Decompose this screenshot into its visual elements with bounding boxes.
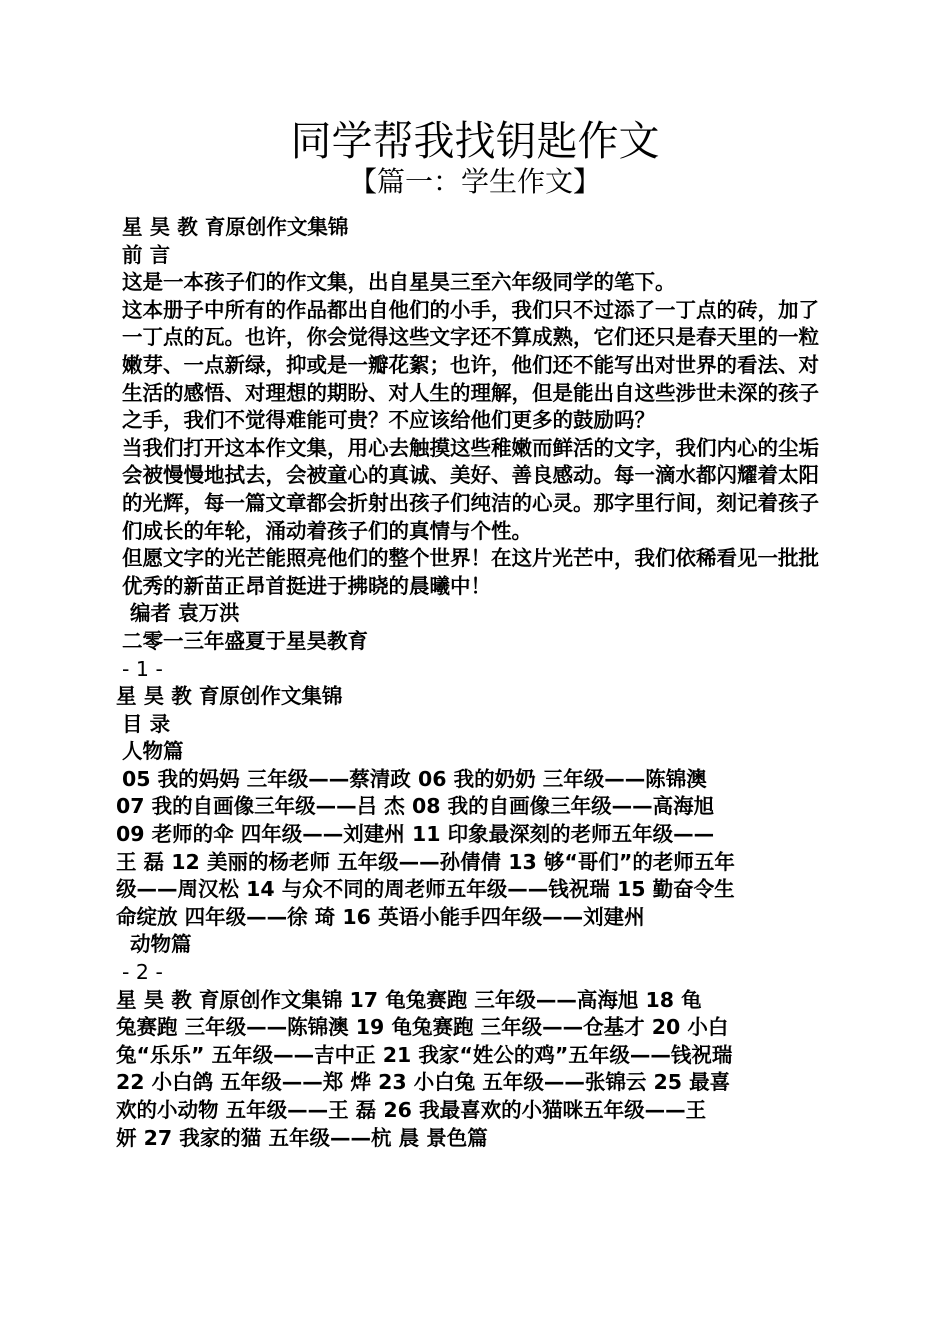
preface-paragraph-4: 但愿文字的光芒能照亮他们的整个世界！在这片光芒中，我们依稀看见一批批优秀的新苗正昂首挺进于拂晓的晨曦中！ <box>122 546 819 598</box>
document-body <box>116 214 836 1152</box>
preface-heading: 前 言 <box>122 242 171 267</box>
toc-heading: 目 录 <box>122 711 171 736</box>
collection-header: 星 昊 教 育原创作文集锦 <box>122 215 349 239</box>
toc-line: 09 老师的伞 四年级——刘建州 11 印象最深刻的老师五年级—— <box>116 822 715 847</box>
collection-header-2: 星 昊 教 育原创作文集锦 <box>116 684 343 709</box>
toc-section-animals: 动物篇 <box>130 932 192 957</box>
toc-line: 王 磊 12 美丽的杨老师 五年级——孙倩倩 13 够“哥们”的老师五年 <box>116 849 735 874</box>
document-subtitle: 【篇一：学生作文】 <box>348 165 601 198</box>
toc-line: 星 昊 教 育原创作文集锦 17 龟兔赛跑 三年级——高海旭 18 龟 <box>116 987 702 1012</box>
page-number-1: - 1 - <box>122 656 163 681</box>
toc-line: 欢的小动物 五年级——王 磊 26 我最喜欢的小猫咪五年级——王 <box>116 1098 707 1122</box>
toc-line: 兔“乐乐” 五年级——吉中正 21 我家“姓公的鸡”五年级——钱祝瑞 <box>116 1042 733 1067</box>
preface-paragraph-2: 这本册子中所有的作品都出自他们的小手，我们只不过添了一丁点的砖，加了一丁点的瓦。也许，你会觉得这些文字还不算成熟，它们还只是春天里的一粒嫩芽、一点新绿，抑或是一瓣花絮；也许，他们还不能写出对世界的看法、对生活的感悟、对理想的期盼、对人生的理解，但是能出自这些涉世未深的孩子之手，我们不觉得难能可贵？不应该给他们更多的鼓励吗？ <box>122 297 819 433</box>
editor-line: 编者 袁万洪 <box>130 601 240 626</box>
document-title: 同学帮我找钥匙作文 <box>290 117 660 165</box>
toc-line: 级——周汉松 14 与众不同的周老师五年级——钱祝瑞 15 勤奋令生 <box>116 877 735 902</box>
toc-line: 05 我的妈妈 三年级——蔡清政 06 我的奶奶 三年级——陈锦澳 <box>122 766 707 791</box>
page-number-2: - 2 - <box>122 960 163 985</box>
preface-paragraph-1: 这是一本孩子们的作文集，出自星昊三至六年级同学的笔下。 <box>122 270 676 295</box>
toc-line: 兔赛跑 三年级——陈锦澳 19 龟兔赛跑 三年级——仓基才 20 小白 <box>116 1015 729 1040</box>
toc-section-people: 人物篇 <box>122 739 184 764</box>
toc-line: 妍 27 我家的猫 五年级——杭 晨 景色篇 <box>116 1125 488 1150</box>
toc-line: 命绽放 四年级——徐 琦 16 英语小能手四年级——刘建州 <box>116 904 645 929</box>
preface-paragraph-3: 当我们打开这本作文集，用心去触摸这些稚嫩而鲜活的文字，我们内心的尘垢会被慢慢地拭去，会被童心的真诚、美好、善良感动。每一滴水都闪耀着太阳的光辉，每一篇文章都会折射出孩子们纯洁的心灵。那字里行间，刻记着孩子们成长的年轮，涌动着孩子们的真情与个性。 <box>122 435 819 543</box>
toc-line: 07 我的自画像三年级——吕 杰 08 我的自画像三年级——高海旭 <box>116 794 715 819</box>
toc-line: 22 小白鸽 五年级——郑 烨 23 小白兔 五年级——张锦云 25 最喜 <box>116 1070 731 1095</box>
date-line: 二零一三年盛夏于星昊教育 <box>122 628 368 653</box>
